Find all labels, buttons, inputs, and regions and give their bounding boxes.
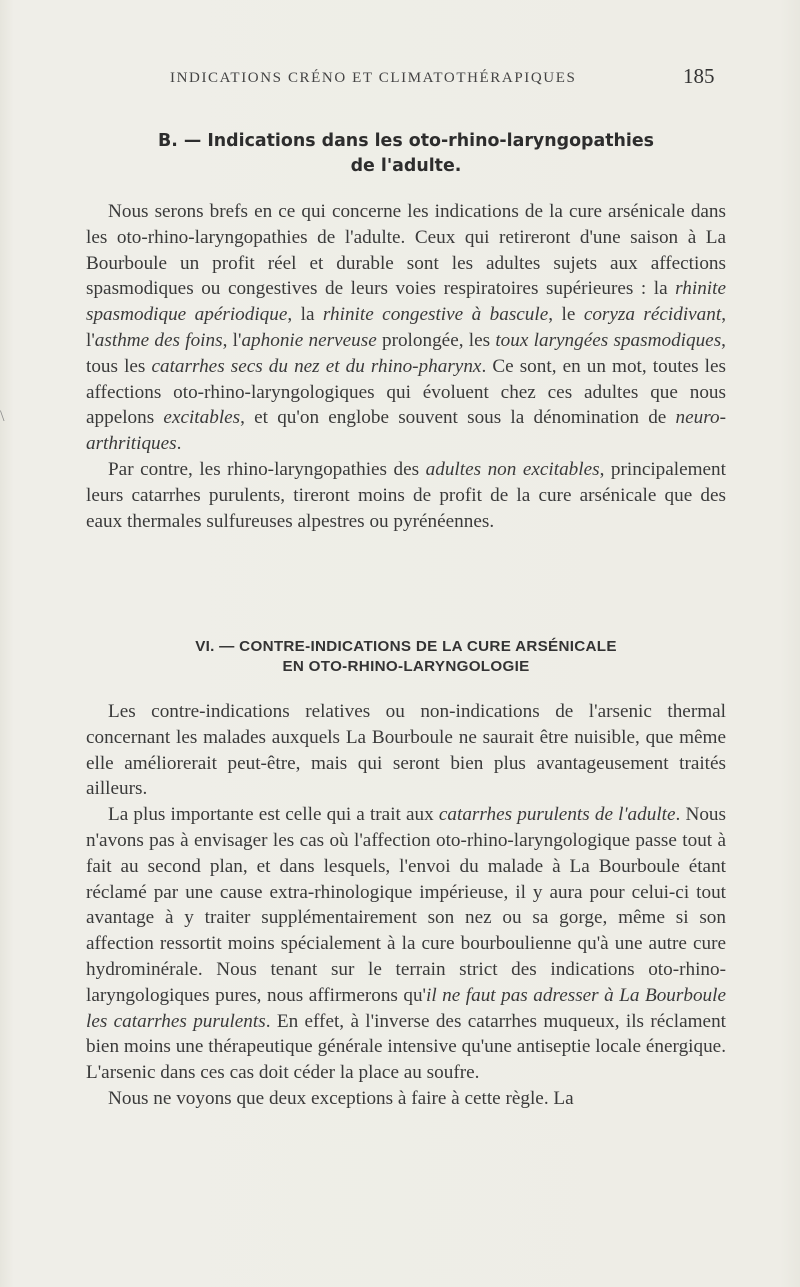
page-header bbox=[0, 64, 800, 94]
section-vi-heading-line2: EN OTO-RHINO-LARYNGOLOGIE bbox=[282, 658, 530, 675]
section-vi-heading bbox=[86, 637, 726, 677]
section-b-heading-line2: de l'adulte. bbox=[350, 156, 462, 176]
section-b-heading bbox=[86, 129, 726, 179]
paragraph-2: Par contre, les rhino-laryngopathies des adultes non excitables, principalement leurs catarrhes purulents, tireront moins de profit de la cure arsénicale que des eaux thermales sulfureuses alpestres ou pyrénéennes. bbox=[86, 458, 726, 532]
section-vi-body bbox=[86, 699, 726, 1112]
section-b-body bbox=[86, 199, 726, 534]
paragraph-5: Nous ne voyons que deux exceptions à faire à cette règle. La bbox=[108, 1087, 574, 1109]
running-title: INDICATIONS CRÉNO ET CLIMATOTHÉRAPIQUES bbox=[170, 70, 577, 86]
section-b-heading-line1: B. — Indications dans les oto-rhino-laryngopathies bbox=[157, 131, 655, 151]
section-vi-heading-line1: VI. — CONTRE-INDICATIONS DE LA CURE ARSÉNICALE bbox=[195, 638, 617, 655]
page-number: 185 bbox=[683, 64, 715, 88]
margin-mark: \ bbox=[0, 408, 5, 425]
paragraph-4: La plus importante est celle qui a trait aux catarrhes purulents de l'adulte. Nous n'avons pas à envisager les cas où l'affection oto-rhino-laryngologique passe tout à fait au second plan, et dans lesquels, l'envoi du malade à La Bourboule étant réclamé par une cause extra-rhinologique impérieuse, il y aura pour celui-ci tout avantage à y traiter supplémentairement son nez ou sa gorge, même si son affection ressortit moins spécialement à la cure bourboulienne qu'à une autre cure hydrominérale. Nous tenant sur le terrain strict des indications oto-rhino-laryngologiques pures, nous affirmerons qu'il ne faut pas adresser à La Bourboule les catarrhes purulents. En effet, à l'inverse des catarrhes muqueux, ils réclament bien moins une thérapeutique générale intensive qu'une antiseptie locale énergique. L'arsenic dans ces cas doit céder la place au soufre. bbox=[86, 804, 726, 1084]
paragraph-1: Nous serons brefs en ce qui concerne les indications de la cure arsénicale dans les oto-rhino-laryngopathies de l'adulte. Ceux qui retireront d'une saison à La Bourboule un profit réel et durable sont les adultes sujets aux affections spasmodiques ou congestives de leurs voies respiratoires supérieures : la rhinite spasmodique apériodique, la rhinite congestive à bascule, le coryza récidivant, l'asthme des foins, l'aphonie nerveuse prolongée, les toux laryngées spasmodiques, tous les catarrhes secs du nez et du rhino-pharynx. Ce sont, en un mot, toutes les affections oto-rhino-laryngologiques qui évoluent chez ces adultes que nous appelons excitables, et qu'on englobe souvent sous la dénomination de neuro-arthritiques. bbox=[86, 201, 726, 455]
paragraph-3: Les contre-indications relatives ou non-indications de l'arsenic thermal concernant les malades auxquels La Bourboule ne saurait être nuisible, que même elle améliorerait peut-être, mais qui seront bien plus avantageusement traités ailleurs. bbox=[86, 701, 726, 800]
